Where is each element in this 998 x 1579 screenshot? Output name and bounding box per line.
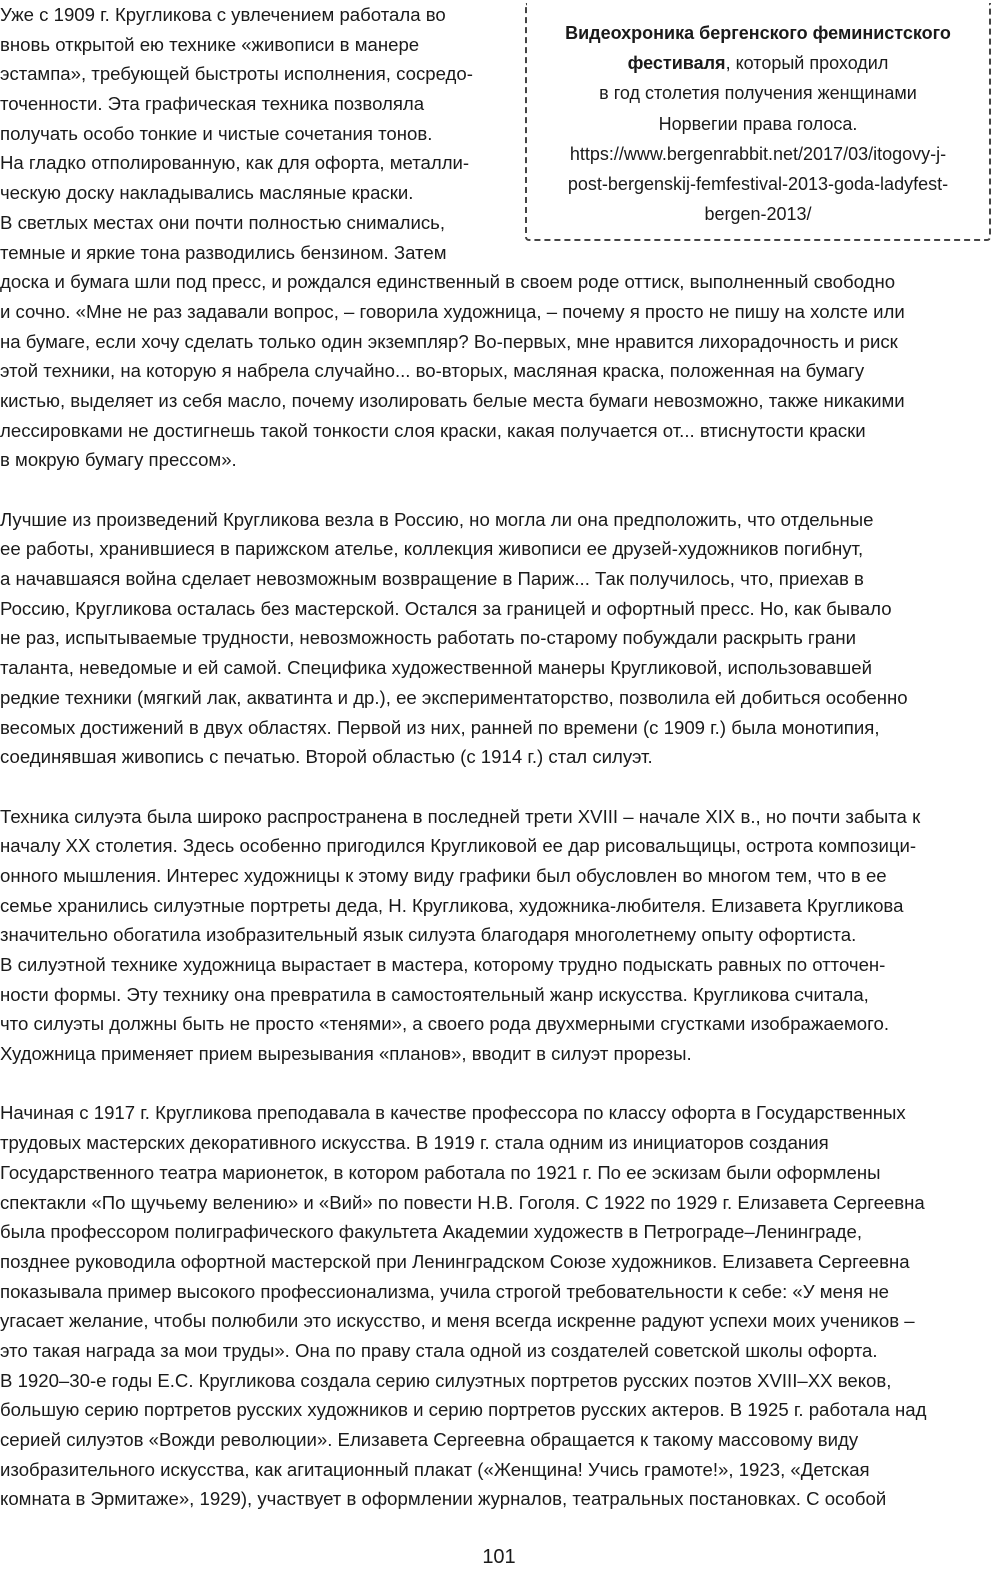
text-line: Начиная с 1917 г. Кругликова преподавала в качестве профессора по классу офорта в Государственных [0, 1102, 906, 1124]
text-line: позднее руководила офортной мастерской при Ленинградском Союзе художников. Елизавета Сергеевна [0, 1250, 910, 1272]
text-line: была профессором полиграфического факультета Академии художеств в Петрограде–Ленинграде, [0, 1221, 863, 1243]
text-line: Художница применяет прием вырезывания «планов», вводит в силуэт прорезы. [0, 1043, 692, 1065]
text-line: в мокрую бумагу прессом». [0, 449, 237, 471]
sidebar-text: , который проходил [725, 53, 889, 74]
text-line: Техника силуэта была широко распространена в последней трети XVIII – начале XIX в., но почти забыта к [0, 805, 921, 827]
text-line: на бумаге, если хочу сделать только один экземпляр? Во-первых, мне нравится лихорадочность и риск [0, 330, 898, 352]
text-line: В светлых местах они почти полностью снимались, [0, 211, 446, 233]
text-line: спектакли «По щучьему велению» и «Вий» по повести Н.В. Гоголя. С 1922 по 1929 г. Елизавета Сергеевна [0, 1191, 925, 1213]
text-line: этой техники, на которую я набрела случайно... во-вторых, масляная краска, положенная на бумагу [0, 360, 865, 382]
sidebar-title-bold: Видеохроника бергенского феминистского [565, 23, 951, 43]
paragraph-2 [0, 505, 992, 772]
text-line: изобразительного искусства, как агитационный плакат («Женщина! Учись грамоте!», 1923, «Детская [0, 1458, 870, 1480]
text-line: В 1920–30-е годы Е.С. Кругликова создала серию силуэтных портретов русских поэтов XVIII–XX веков, [0, 1369, 892, 1391]
text-line: ее работы, хранившиеся в парижском ателье, коллекция живописи ее друзей-художников погибнут, [0, 538, 864, 560]
sidebar-text-line: Норвегии права голоса. [658, 113, 858, 134]
text-line: вновь открытой ею технике «живописи в манере [0, 33, 420, 55]
sidebar-title-line [527, 18, 989, 48]
paragraph-4 [0, 1098, 992, 1514]
text-line: онного мышления. Интерес художницы к этому виду графики был обусловлен во многом тем, что в ее [0, 864, 887, 886]
text-line: таланта, неведомые и ей самой. Специфика художественной манеры Кругликовой, использовавшей [0, 657, 872, 679]
text-line: показывала пример высокого профессионализма, учила строгой требовательности к себе: «У меня не [0, 1280, 889, 1302]
text-line: точенности. Эта графическая техника позволяла [0, 93, 425, 115]
text-line: ности формы. Эту технику она превратила в самостоятельный жанр искусства. Кругликова считала, [0, 983, 869, 1005]
paragraph-3 [0, 802, 992, 1069]
text-line: ческую доску накладывались масляные краски. [0, 182, 414, 204]
text-line: Государственного театра марионеток, в котором работала по 1921 г. По ее эскизам были оформлены [0, 1161, 881, 1183]
sidebar-title-bold: фестиваля [627, 53, 726, 74]
text-line: Россию, Кругликова осталась без мастерской. Остался за границей и офортный пресс. Но, как бывало [0, 597, 892, 619]
text-line: не раз, испытываемые трудности, невозможность работать по-старому побуждали раскрыть грани [0, 627, 857, 649]
text-line: В силуэтной технике художница вырастает в мастера, которому трудно подыскать равных по отточен- [0, 954, 886, 975]
text-line: соединявшая живопись с печатью. Второй областью (с 1914 г.) стал силуэт. [0, 746, 653, 768]
sidebar-link-line[interactable]: bergen-2013/ [704, 204, 812, 225]
text-line: серией силуэтов «Вожди революции». Елизавета Сергеевна обращается к такому массовому виду [0, 1429, 859, 1450]
text-line: весомых достижений в двух областях. Первой из них, ранней по времени (с 1909 г.) была монотипия, [0, 716, 880, 738]
sidebar-link-line[interactable]: post-bergenskij-femfestival-2013-goda-ladyfest- [567, 174, 949, 195]
text-line: значительно обогатила изобразительный язык силуэта благодаря многолетнему опыту офортиста. [0, 924, 857, 946]
text-line: лессировками не достигнешь такой тонкости слоя краски, какая получается от... втиснутости краски [0, 419, 866, 441]
text-line: редкие техники (мягкий лак, акватинта и др.), ее экспериментаторство, позволила ей добиться особенно [0, 686, 908, 708]
text-line: темные и яркие тона разводились бензином. Затем [0, 241, 447, 263]
text-line: кистью, выделяет из себя масло, почему изолировать белые места бумаги невозможно, также никакими [0, 389, 905, 411]
text-line: семье хранились силуэтные портреты деда, Н. Кругликова, художника-любителя. Елизавета Кругликова [0, 894, 904, 916]
text-line: это такая награда за мои труды». Она по праву стала одной из создателей советской школы офорта. [0, 1339, 878, 1361]
text-line: началу ХХ столетия. Здесь особенно пригодился Кругликовой ее дар рисовальщицы, острота композици- [0, 835, 917, 857]
text-line: комната в Эрмитаже», 1929), участвует в оформлении журналов, театральных постановках. С особой [0, 1488, 887, 1510]
text-line: большую серию портретов русских художников и серию портретов русских актеров. В 1925 г. работала над [0, 1399, 927, 1421]
sidebar-link-line[interactable]: https://www.bergenrabbit.net/2017/03/itogovy-j- [569, 143, 947, 164]
text-line: что силуэты должны быть не просто «тенями», а своего рода двухмерными сгустками изображаемого. [0, 1013, 890, 1035]
paragraph-gap [0, 475, 992, 505]
text-line: На гладко отполированную, как для офорта, металли- [0, 152, 470, 174]
text-line: эстампа», требующей быстроты исполнения, сосредо- [0, 63, 473, 85]
paragraph-gap [0, 772, 992, 802]
paragraph-gap [0, 1069, 992, 1099]
sidebar-text-line: в год столетия получения женщинами [599, 83, 917, 104]
page-number: 101 [482, 1546, 516, 1568]
text-line: получать особо тонкие и чистые сочетания тонов. [0, 122, 433, 144]
sidebar-note [525, 3, 991, 241]
sidebar-title-line [527, 48, 989, 78]
text-line: трудовых мастерских декоративного искусства. В 1919 г. стала одним из инициаторов создания [0, 1132, 829, 1154]
text-line: доска и бумага шли под пресс, и рождался единственный в своем роде оттиск, выполненный свободно [0, 271, 896, 293]
text-line: а начавшаяся война сделает невозможным возвращение в Париж... Так получилось, что, приехав в [0, 568, 864, 590]
text-line: угасает желание, чтобы полюбили это искусство, и меня всегда искренне радуют успехи моих учеников – [0, 1310, 915, 1332]
text-line: Лучшие из произведений Кругликова везла в Россию, но могла ли она предположить, что отдельные [0, 508, 874, 530]
text-line: Уже с 1909 г. Кругликова с увлечением работала во [0, 4, 446, 25]
text-line: и сочно. «Мне не раз задавали вопрос, – говорила художница, – почему я просто не пишу на холсте или [0, 300, 905, 322]
